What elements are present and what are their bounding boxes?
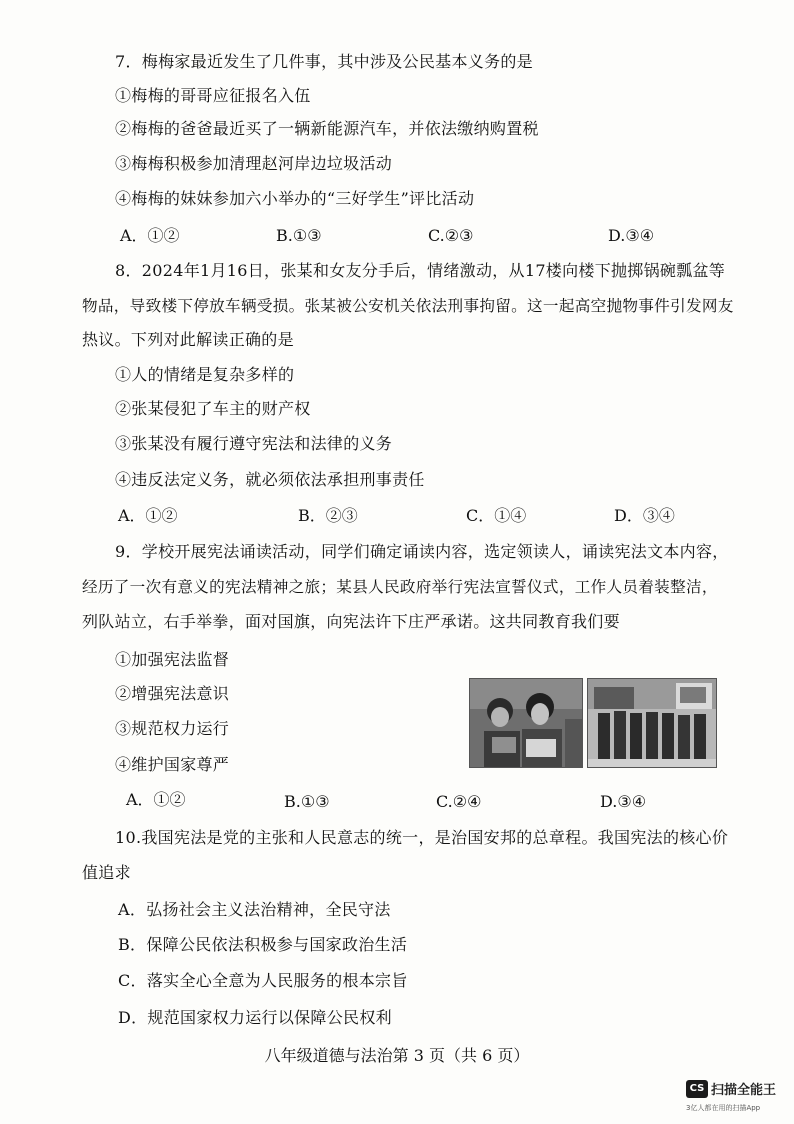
q8-option-a: A．①② — [118, 506, 178, 525]
q10-stem-line-2: 值追求 — [82, 863, 131, 882]
q10-option-c: C．落实全心全意为人民服务的根本宗旨 — [118, 971, 408, 990]
q7-item-3: ③梅梅积极参加清理赵河岸边垃圾活动 — [115, 154, 393, 173]
q10-stem-line-1: 10.我国宪法是党的主张和人民意志的统一，是治国安邦的总章程。我国宪法的核心价 — [115, 828, 729, 847]
q9-option-c: C.②④ — [436, 792, 482, 811]
q9-option-a: A．①② — [126, 790, 186, 809]
photo-oath-ceremony — [587, 678, 717, 768]
q7-option-a: A．①② — [120, 226, 180, 245]
q7-option-d: D.③④ — [608, 226, 655, 245]
camscanner-tagline: 3亿人都在用的扫描App — [686, 1104, 761, 1112]
q7-item-2: ②梅梅的爸爸最近买了一辆新能源汽车，并依法缴纳购置税 — [115, 119, 539, 138]
q7-stem: 7．梅梅家最近发生了几件事，其中涉及公民基本义务的是 — [115, 52, 533, 71]
q8-item-4: ④违反法定义务，就必须依法承担刑事责任 — [115, 470, 425, 489]
q9-item-2: ②增强宪法意识 — [115, 684, 230, 703]
q8-option-b: B．②③ — [298, 506, 358, 525]
q8-item-3: ③张某没有履行遵守宪法和法律的义务 — [115, 434, 393, 453]
q8-stem-line-3: 热议。下列对此解读正确的是 — [82, 330, 294, 349]
q7-item-1: ①梅梅的哥哥应征报名入伍 — [115, 86, 311, 105]
q9-item-1: ①加强宪法监督 — [115, 650, 230, 669]
q8-stem-line-2: 物品，导致楼下停放车辆受损。张某被公安机关依法刑事拘留。这一起高空抛物事件引发网友 — [82, 297, 734, 315]
q9-option-b: B.①③ — [284, 792, 330, 811]
q10-option-d: D．规范国家权力运行以保障公民权利 — [118, 1008, 392, 1027]
q9-option-d: D.③④ — [600, 792, 647, 811]
q9-item-3: ③规范权力运行 — [115, 719, 230, 738]
camscanner-name: 扫描全能王 — [711, 1083, 777, 1098]
q10-option-a: A．弘扬社会主义法治精神，全民守法 — [118, 900, 391, 919]
q9-item-4: ④维护国家尊严 — [115, 755, 230, 774]
q9-stem-line-1: 9．学校开展宪法诵读活动，同学们确定诵读内容，选定领读人，诵读宪法文本内容， — [115, 542, 729, 561]
q8-item-1: ①人的情绪是复杂多样的 — [115, 365, 295, 384]
q8-option-c: C．①④ — [466, 506, 527, 525]
q9-stem-line-2: 经历了一次有意义的宪法精神之旅；某县人民政府举行宪法宣誓仪式，工作人员着装整洁， — [82, 578, 718, 596]
q9-stem-line-3: 列队站立，右手举拳，面对国旗，向宪法许下庄严承诺。这共同教育我们要 — [82, 612, 620, 631]
q8-option-d: D．③④ — [614, 506, 675, 525]
q8-stem-line-1: 8．2024年1月16日，张某和女友分手后，情绪激动，从17楼向楼下抛掷锅碗瓢盆等 — [115, 261, 726, 280]
q7-item-4: ④梅梅的妹妹参加六小举办的“三好学生”评比活动 — [115, 189, 475, 208]
camscanner-logo-icon: CS — [686, 1080, 708, 1098]
photo-students-reading — [469, 678, 583, 768]
q10-option-b: B．保障公民依法积极参与国家政治生活 — [118, 935, 408, 954]
q8-item-2: ②张某侵犯了车主的财产权 — [115, 399, 311, 418]
q7-option-c: C.②③ — [428, 226, 474, 245]
q7-option-b: B.①③ — [276, 226, 322, 245]
page-footer: 八年级道德与法治第 3 页（共 6 页） — [264, 1046, 530, 1065]
